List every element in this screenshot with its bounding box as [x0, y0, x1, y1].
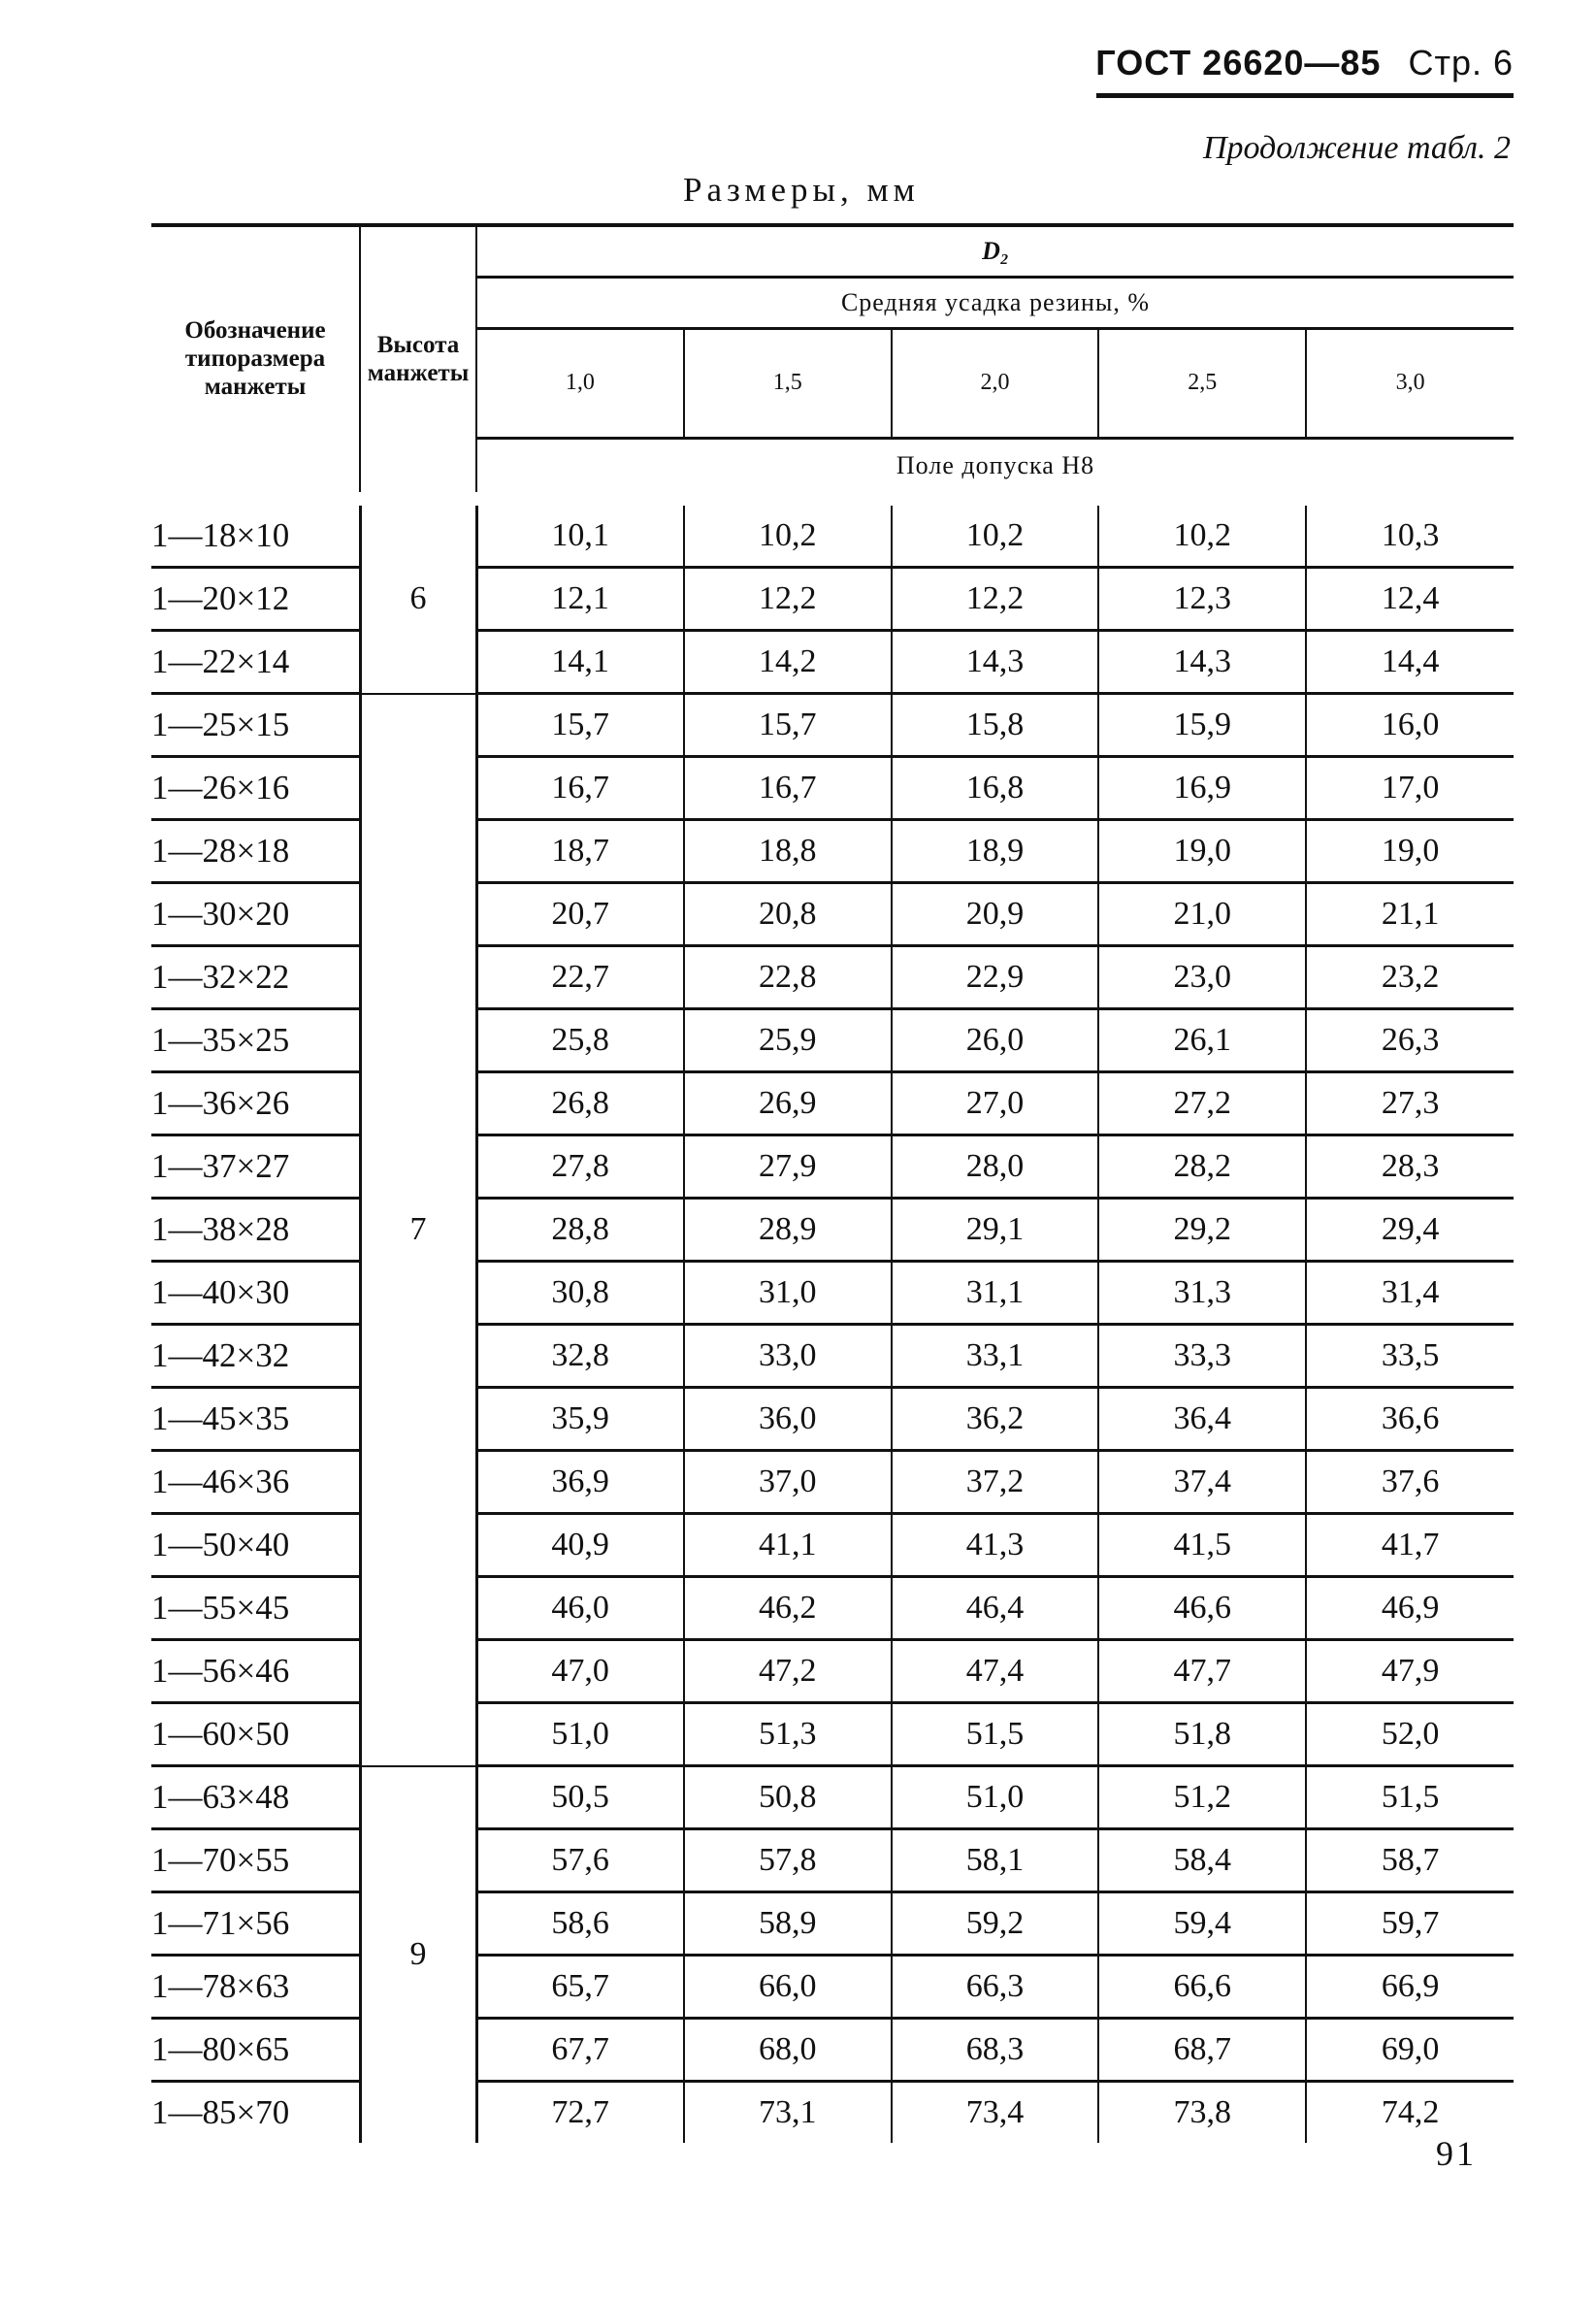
d2-value-cell: 27,8	[476, 1135, 684, 1199]
table-row	[151, 1514, 1514, 1577]
d2-value-cell: 14,3	[1098, 631, 1306, 694]
d2-value-cell: 26,0	[892, 1009, 1099, 1072]
row-designation: 1—18×10	[151, 499, 360, 568]
d2-value-cell: 21,1	[1306, 883, 1514, 946]
d2-value-cell: 16,8	[892, 757, 1099, 820]
d2-value-cell: 28,0	[892, 1135, 1099, 1199]
table-row	[151, 1577, 1514, 1640]
row-designation: 1—22×14	[151, 631, 360, 694]
row-designation: 1—25×15	[151, 694, 360, 757]
d2-value-cell: 58,4	[1098, 1829, 1306, 1892]
d2-value-cell: 47,9	[1306, 1640, 1514, 1703]
d2-value-cell: 33,5	[1306, 1325, 1514, 1388]
shrinkage-value-header: 1,0	[476, 329, 684, 439]
row-designation: 1—85×70	[151, 2093, 290, 2131]
d2-value-cell: 50,5	[476, 1766, 684, 1829]
row-designation: 1—55×45	[151, 1577, 360, 1640]
d2-value-cell: 15,7	[684, 694, 892, 757]
d2-value-cell: 26,3	[1306, 1009, 1514, 1072]
d2-value-cell: 59,4	[1098, 1892, 1306, 1956]
d2-value-cell: 31,0	[684, 1262, 892, 1325]
d2-value-cell: 66,3	[892, 1956, 1099, 2019]
d2-value-cell: 46,9	[1306, 1577, 1514, 1640]
d2-value-cell: 29,4	[1306, 1199, 1514, 1262]
table-row	[151, 1262, 1514, 1325]
page-header	[1096, 43, 1514, 101]
table-row	[151, 1135, 1514, 1199]
d2-value-cell: 12,2	[684, 568, 892, 631]
d2-value-cell: 15,9	[1098, 694, 1306, 757]
d2-value-cell: 66,9	[1306, 1956, 1514, 2019]
d2-value-cell: 58,7	[1306, 1829, 1514, 1892]
column-header-tolerance: Поле допуска H8	[476, 439, 1514, 500]
table-row	[151, 2019, 1514, 2082]
table-row	[151, 820, 1514, 883]
d2-value-cell: 28,8	[476, 1199, 684, 1262]
d2-value-cell: 12,3	[1098, 568, 1306, 631]
row-designation: 1—45×35	[151, 1388, 360, 1451]
d2-value-cell: 65,7	[476, 1956, 684, 2019]
row-designation: 1—42×32	[151, 1325, 360, 1388]
d2-value-cell: 47,2	[684, 1640, 892, 1703]
d2-value-cell: 73,8	[1098, 2082, 1306, 2144]
d2-value-cell: 46,0	[476, 1577, 684, 1640]
d2-value-cell: 28,9	[684, 1199, 892, 1262]
d2-value-cell: 14,3	[892, 631, 1099, 694]
table-row	[151, 757, 1514, 820]
d2-value-cell: 59,2	[892, 1892, 1099, 1956]
table-continuation-note: Продолжение табл. 2	[1202, 130, 1511, 166]
table-row	[151, 1766, 1514, 1829]
d2-value-cell: 74,2	[1381, 2094, 1440, 2130]
shrinkage-value-header: 1,5	[684, 329, 892, 439]
d2-value-cell: 51,5	[892, 1703, 1099, 1766]
table-row	[151, 1199, 1514, 1262]
row-designation: 1—70×55	[151, 1829, 360, 1892]
table-row	[151, 694, 1514, 757]
d2-value-cell: 22,7	[476, 946, 684, 1009]
d2-value-cell: 14,2	[684, 631, 892, 694]
table-row	[151, 1072, 1514, 1135]
row-designation: 1—40×30	[151, 1262, 360, 1325]
table-row	[151, 2082, 1514, 2144]
table-row	[151, 1703, 1514, 1766]
d2-value-cell: 41,1	[684, 1514, 892, 1577]
d2-value-cell: 10,2	[1098, 499, 1306, 568]
d2-value-cell: 68,0	[684, 2019, 892, 2082]
column-header-shrinkage: Средняя усадка резины, %	[476, 278, 1514, 329]
shrinkage-value-header: 2,5	[1098, 329, 1306, 439]
d2-value-cell: 66,0	[684, 1956, 892, 2019]
d2-value-cell: 15,8	[892, 694, 1099, 757]
table-row	[151, 499, 1514, 568]
d2-value-cell: 46,2	[684, 1577, 892, 1640]
d2-value-cell: 41,3	[892, 1514, 1099, 1577]
d2-value-cell: 47,4	[892, 1640, 1099, 1703]
row-designation: 1—30×20	[151, 883, 360, 946]
d2-value-cell: 51,5	[1306, 1766, 1514, 1829]
d2-value-cell: 18,8	[684, 820, 892, 883]
d2-value-cell: 51,0	[476, 1703, 684, 1766]
d2-value-cell: 26,9	[684, 1072, 892, 1135]
row-designation: 1—36×26	[151, 1072, 360, 1135]
d2-value-cell: 27,3	[1306, 1072, 1514, 1135]
d2-value-cell: 14,1	[476, 631, 684, 694]
d2-value-cell: 41,7	[1306, 1514, 1514, 1577]
d2-value-cell: 10,2	[892, 499, 1099, 568]
d2-value-cell: 52,0	[1306, 1703, 1514, 1766]
d2-value-cell: 23,0	[1098, 946, 1306, 1009]
d2-value-cell: 20,9	[892, 883, 1099, 946]
d2-value-cell: 19,0	[1098, 820, 1306, 883]
d2-value-cell: 73,4	[892, 2082, 1099, 2144]
d2-value-cell: 69,0	[1306, 2019, 1514, 2082]
d2-value-cell: 58,1	[892, 1829, 1099, 1892]
d2-value-cell: 25,9	[684, 1009, 892, 1072]
d2-value-cell: 57,8	[684, 1829, 892, 1892]
d2-value-cell: 26,8	[476, 1072, 684, 1135]
row-designation: 1—28×18	[151, 820, 360, 883]
d2-value-cell: 12,1	[476, 568, 684, 631]
d2-value-cell: 27,0	[892, 1072, 1099, 1135]
d2-value-cell: 57,6	[476, 1829, 684, 1892]
row-designation: 1—35×25	[151, 1009, 360, 1072]
row-designation: 1—50×40	[151, 1514, 360, 1577]
d2-value-cell: 46,4	[892, 1577, 1099, 1640]
d2-value-cell: 29,2	[1098, 1199, 1306, 1262]
d2-value-cell: 16,7	[684, 757, 892, 820]
dimensions-table	[151, 223, 1514, 2143]
d2-value-cell: 50,8	[684, 1766, 892, 1829]
d2-value-cell: 10,2	[684, 499, 892, 568]
table-row	[151, 1451, 1514, 1514]
d2-value-cell: 40,9	[476, 1514, 684, 1577]
d2-value-cell: 22,9	[892, 946, 1099, 1009]
d2-value-cell: 37,6	[1306, 1451, 1514, 1514]
d2-value-cell: 51,0	[892, 1766, 1099, 1829]
d2-value-cell: 33,3	[1098, 1325, 1306, 1388]
row-designation: 1—56×46	[151, 1640, 360, 1703]
d2-value-cell: 33,1	[892, 1325, 1099, 1388]
d2-value-cell: 20,7	[476, 883, 684, 946]
table-row	[151, 1325, 1514, 1388]
row-height: 7	[360, 694, 476, 1766]
d2-value-cell: 16,9	[1098, 757, 1306, 820]
d2-value-cell: 28,2	[1098, 1135, 1306, 1199]
d2-value-cell: 37,4	[1098, 1451, 1306, 1514]
d2-value-cell: 41,5	[1098, 1514, 1306, 1577]
d2-value-cell: 10,1	[476, 499, 684, 568]
d2-value-cell: 31,1	[892, 1262, 1099, 1325]
table-row	[151, 631, 1514, 694]
row-designation: 1—60×50	[151, 1703, 360, 1766]
d2-value-cell: 66,6	[1098, 1956, 1306, 2019]
d2-value-cell: 19,0	[1306, 820, 1514, 883]
d2-value-cell: 26,1	[1098, 1009, 1306, 1072]
d2-value-cell: 47,7	[1098, 1640, 1306, 1703]
table-row	[151, 1956, 1514, 2019]
d2-value-cell: 68,7	[1098, 2019, 1306, 2082]
d2-value-cell: 46,6	[1098, 1577, 1306, 1640]
row-designation: 1—46×36	[151, 1451, 360, 1514]
d2-value-cell: 51,8	[1098, 1703, 1306, 1766]
table-row	[151, 946, 1514, 1009]
d2-value-cell: 27,2	[1098, 1072, 1306, 1135]
d2-value-cell: 67,7	[476, 2019, 684, 2082]
d2-value-cell: 27,9	[684, 1135, 892, 1199]
d2-value-cell: 20,8	[684, 883, 892, 946]
d2-value-cell: 25,8	[476, 1009, 684, 1072]
d2-value-cell: 35,9	[476, 1388, 684, 1451]
row-designation: 1—80×65	[151, 2019, 360, 2082]
d2-value-cell: 36,0	[684, 1388, 892, 1451]
header-rule	[1096, 93, 1514, 98]
d2-value-cell: 58,9	[684, 1892, 892, 1956]
d2-value-cell: 33,0	[684, 1325, 892, 1388]
d2-value-cell: 14,4	[1306, 631, 1514, 694]
row-height: 9	[360, 1766, 476, 2144]
d2-value-cell: 31,4	[1306, 1262, 1514, 1325]
row-designation: 1—78×63	[151, 1956, 360, 2019]
d2-value-cell: 18,7	[476, 820, 684, 883]
row-designation: 1—20×12	[151, 568, 360, 631]
d2-value-cell: 16,0	[1306, 694, 1514, 757]
d2-value-cell: 32,8	[476, 1325, 684, 1388]
table-row	[151, 1892, 1514, 1956]
table-row	[151, 1388, 1514, 1451]
table-row	[151, 1829, 1514, 1892]
row-designation: 1—37×27	[151, 1135, 360, 1199]
d2-value-cell: 58,6	[476, 1892, 684, 1956]
shrinkage-value-header: 3,0	[1306, 329, 1514, 439]
d2-value-cell: 36,9	[476, 1451, 684, 1514]
d2-value-cell: 29,1	[892, 1199, 1099, 1262]
page-label: Стр. 6	[1408, 43, 1514, 82]
d2-value-cell: 31,3	[1098, 1262, 1306, 1325]
row-height: 6	[360, 499, 476, 694]
d2-value-cell: 16,7	[476, 757, 684, 820]
d2-value-cell: 68,3	[892, 2019, 1099, 2082]
d2-value-cell: 18,9	[892, 820, 1099, 883]
standard-number: ГОСТ 26620—85	[1095, 43, 1382, 82]
d2-value-cell: 47,0	[476, 1640, 684, 1703]
d2-value-cell: 23,2	[1306, 946, 1514, 1009]
table-row	[151, 1640, 1514, 1703]
header-text	[1095, 43, 1514, 83]
column-header-height: Высота манжеты	[360, 225, 476, 499]
d2-value-cell: 36,2	[892, 1388, 1099, 1451]
row-designation: 1—26×16	[151, 757, 360, 820]
column-header-designation: Обозначение типоразмера манжеты	[151, 225, 360, 499]
column-header-d2: D₂	[476, 225, 1514, 278]
d2-value-cell: 10,3	[1306, 499, 1514, 568]
d2-value-cell: 12,2	[892, 568, 1099, 631]
d2-value-cell: 30,8	[476, 1262, 684, 1325]
d2-value-cell: 12,4	[1306, 568, 1514, 631]
table-row	[151, 883, 1514, 946]
sizes-caption: Размеры, мм	[683, 171, 920, 209]
d2-value-cell: 28,3	[1306, 1135, 1514, 1199]
d2-value-cell: 36,4	[1098, 1388, 1306, 1451]
row-designation: 1—38×28	[151, 1199, 360, 1262]
d2-value-cell: 15,7	[476, 694, 684, 757]
table-row	[151, 568, 1514, 631]
table-row	[151, 1009, 1514, 1072]
d2-value-cell: 37,2	[892, 1451, 1099, 1514]
row-designation: 1—32×22	[151, 946, 360, 1009]
d2-value-cell: 17,0	[1306, 757, 1514, 820]
d2-value-cell: 59,7	[1306, 1892, 1514, 1956]
d2-value-cell: 36,6	[1306, 1388, 1514, 1451]
table-body	[151, 499, 1514, 2143]
d2-value-cell: 21,0	[1098, 883, 1306, 946]
d2-value-cell: 73,1	[684, 2082, 892, 2144]
d2-value-cell: 51,3	[684, 1703, 892, 1766]
table-header	[151, 225, 1514, 499]
page-number: 91	[1436, 2134, 1477, 2173]
shrinkage-value-header: 2,0	[892, 329, 1099, 439]
d2-value-cell: 22,8	[684, 946, 892, 1009]
d2-value-cell: 37,0	[684, 1451, 892, 1514]
d2-value-cell: 51,2	[1098, 1766, 1306, 1829]
d2-value-cell: 72,7	[476, 2082, 684, 2144]
row-designation: 1—71×56	[151, 1892, 360, 1956]
row-designation: 1—63×48	[151, 1766, 360, 1829]
